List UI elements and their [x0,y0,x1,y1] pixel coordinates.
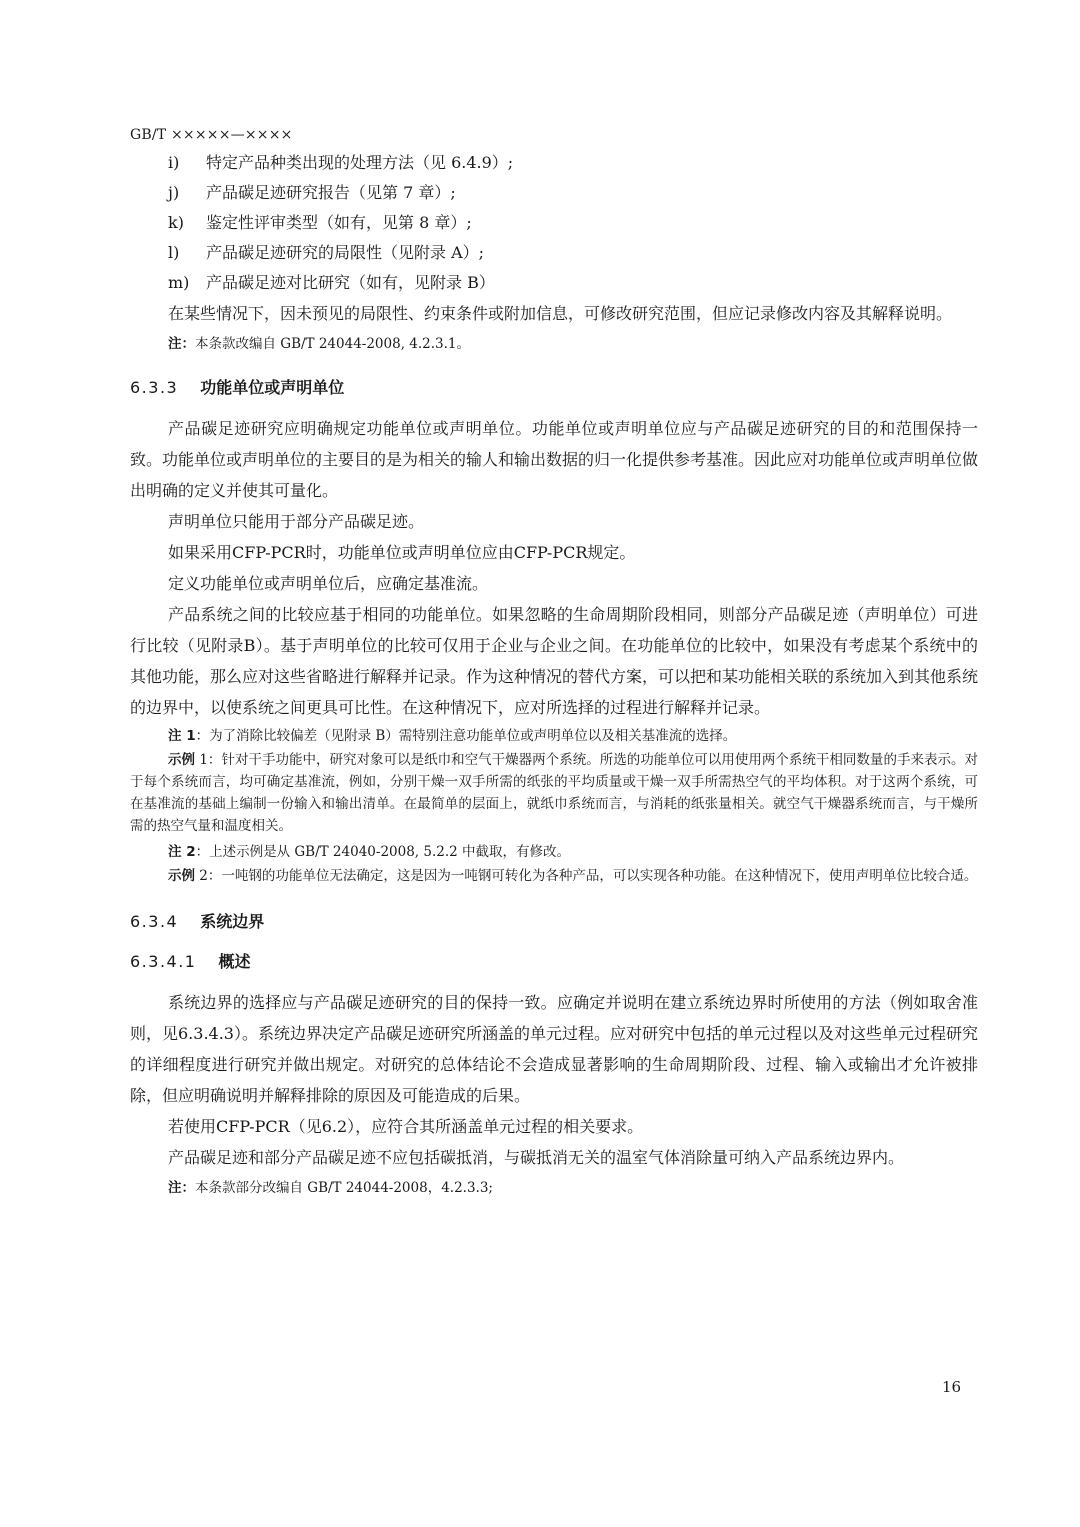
list-item [130,238,978,268]
list-text: 产品碳足迹对比研究（如有，见附录 B） [206,273,495,292]
section-number: 6.3.4.1 [130,952,197,971]
note-text: ：为了消除比较偏差（见附录 B）需特别注意功能单位或声明单位以及相关基准流的选择。 [195,728,737,744]
list-marker: l) [168,243,180,262]
list-text: 鉴定性评审类型（如有，见第 8 章）; [206,213,472,232]
section-title: 概述 [218,952,251,971]
section-note [130,1177,978,1199]
note-text: 本条款改编自 GB/T 24044-2008, 4.2.3.1。 [195,336,471,352]
list-item [130,178,978,208]
list-marker: j) [168,183,180,202]
example-text: 2：一吨钢的功能单位无法确定，这是因为一吨钢可转化为各种产品，可以实现各种功能。在这种情况下，使用声明单位比较合适。 [195,868,978,884]
paragraph: 若使用CFP-PCR（见6.2），应符合其所涵盖单元过程的相关要求。 [168,1117,644,1136]
example-label: 示例 [168,868,195,884]
scope-paragraph: 在某些情况下，因未预见的局限性、约束条件或附加信息，可修改研究范围，但应记录修改内容及其解释说明。 [168,304,953,323]
section-title: 功能单位或声明单位 [200,378,345,397]
paragraph: 产品碳足迹研究应明确规定功能单位或声明单位。功能单位或声明单位应与产品碳足迹研究的目的和范围保持一致。功能单位或声明单位的主要目的是为相关的输人和输出数据的归一化提供参考基准。因此应对功能单位或声明单位做出明确的定义并使其可量化。 [130,419,979,500]
section-heading-6-3-4 [130,911,978,933]
list-marker: k) [168,213,184,232]
section-title: 系统边界 [200,912,265,931]
paragraph: 产品碳足迹和部分产品碳足迹不应包括碳抵消，与碳抵消无关的温室气体消除量可纳入产品系统边界内。 [168,1148,905,1167]
section-heading-6-3-3 [130,377,978,399]
paragraph: 定义功能单位或声明单位后，应确定基准流。 [168,574,489,593]
document-page [130,126,978,1199]
note-label: 注 2 [168,844,196,860]
example-2 [130,865,978,887]
paragraph: 如果采用CFP-PCR时，功能单位或声明单位应由CFP-PCR规定。 [168,543,636,562]
note-1 [130,725,978,747]
standard-header: GB/T ×××××—×××× [130,127,293,143]
requirements-list [130,148,978,298]
list-item [130,268,978,298]
list-marker: i) [168,153,180,172]
section-number: 6.3.3 [130,378,179,397]
list-item [130,148,978,178]
example-text: 1：针对干手功能中，研究对象可以是纸巾和空气干燥器两个系统。所选的功能单位可以用使用两个系统干相同数量的手来表示。对于每个系统而言，均可确定基准流，例如，分别干燥一双手所需的纸张的平均质量或干燥一双手所需热空气的平均体积。对于这两个系统，可在基准流的基础上编制一份输入和输出清单。在最简单的层面上，就纸巾系统而言，与消耗的纸张量相关。就空气干燥器系统而言，与干燥所需的热空气量和温度相关。 [130,752,978,834]
list-marker: m) [168,273,190,292]
list-item [130,208,978,238]
note-text: ：上述示例是从 GB/T 24040-2008, 5.2.2 中截取，有修改。 [195,844,571,860]
page-number: 16 [942,1378,962,1396]
paragraph: 产品系统之间的比较应基于相同的功能单位。如果忽略的生命周期阶段相同，则部分产品碳足迹（声明单位）可进行比较（见附录B）。基于声明单位的比较可仅用于企业与企业之间。在功能单位的比较中，如果没有考虑某个系统中的其他功能，那么应对这些省略进行解释并记录。作为这种情况的替代方案，可以把和某功能相关联的系统加入到其他系统的边界中，以使系统之间更具可比性。在这种情况下，应对所选择的过程进行解释并记录。 [130,605,979,717]
note-label: 注： [168,1180,195,1196]
note-label: 注 1 [168,728,196,744]
scope-note [130,333,978,355]
example-label: 示例 [168,752,196,768]
paragraph: 声明单位只能用于部分产品碳足迹。 [168,512,425,531]
list-text: 特定产品种类出现的处理方法（见 6.4.9）; [206,153,514,172]
list-text: 产品碳足迹研究报告（见第 7 章）; [206,183,456,202]
section-heading-6-3-4-1 [130,951,978,973]
note-label: 注： [168,336,195,352]
note-text: 本条款部分改编自 GB/T 24044-2008，4.2.3.3; [195,1180,493,1196]
paragraph: 系统边界的选择应与产品碳足迹研究的目的保持一致。应确定并说明在建立系统边界时所使用的方法（例如取舍准则，见6.3.4.3）。系统边界决定产品碳足迹研究所涵盖的单元过程。应对研究中包括的单元过程以及对这些单元过程研究的详细程度进行研究并做出规定。对研究的总体结论不会造成显著影响的生命周期阶段、过程、输入或输出才允许被排除，但应明确说明并解释排除的原因及可能造成的后果。 [130,993,978,1105]
note-2 [130,841,978,863]
list-text: 产品碳足迹研究的局限性（见附录 A）; [206,243,485,262]
example-1 [130,749,978,837]
section-number: 6.3.4 [130,912,179,931]
